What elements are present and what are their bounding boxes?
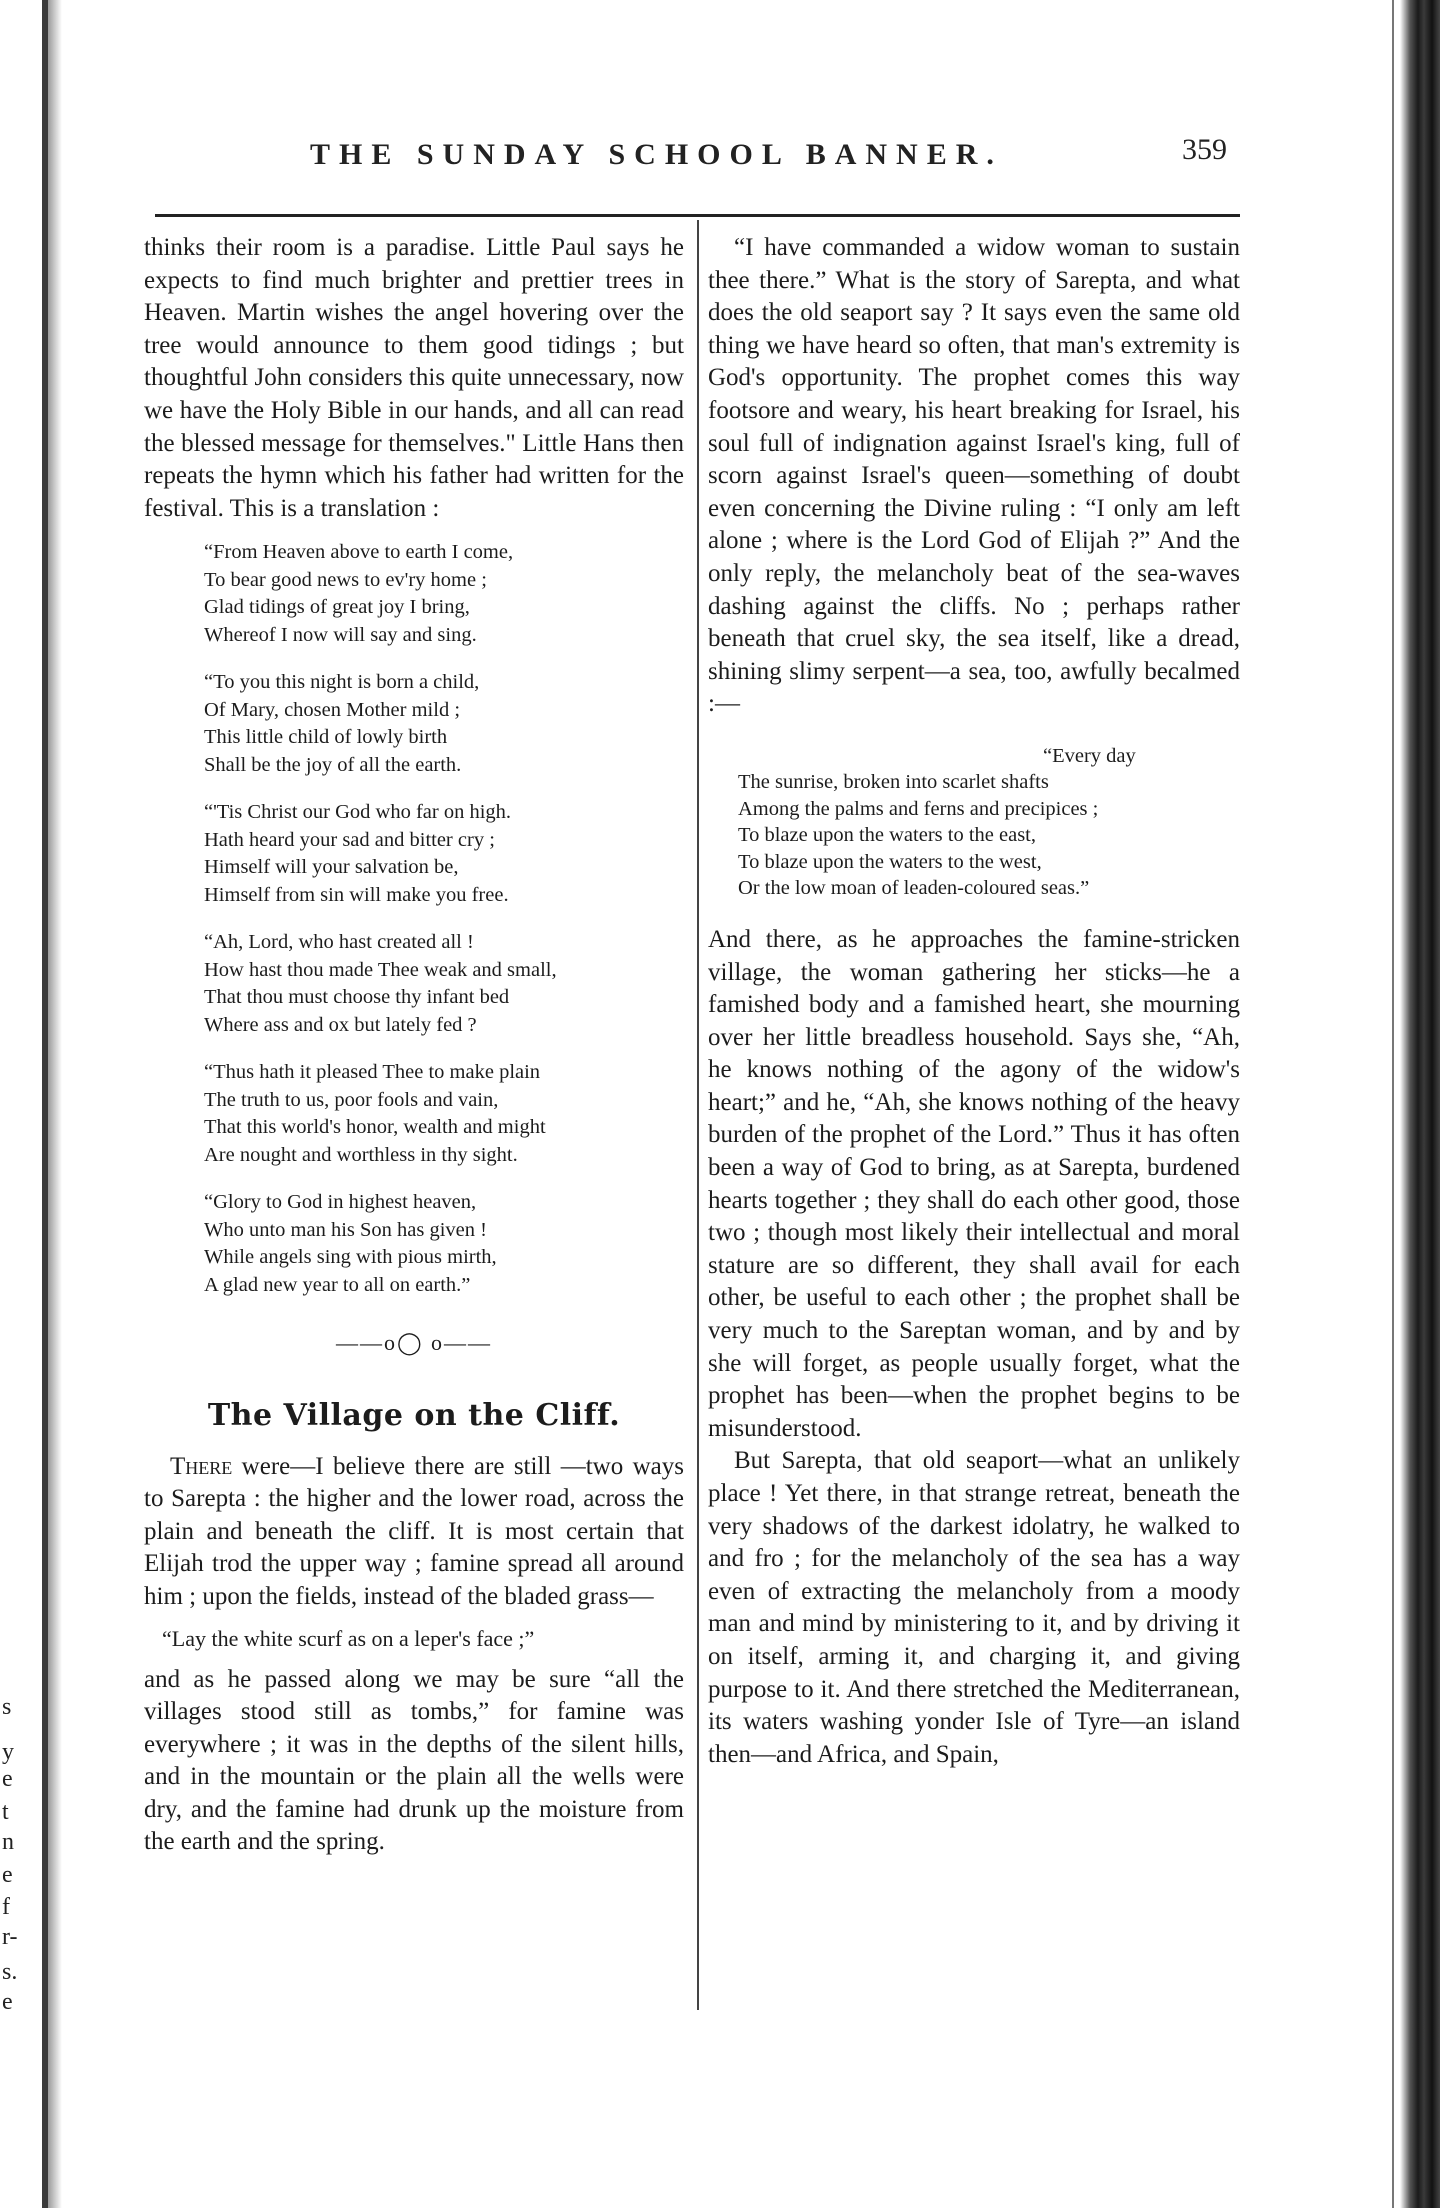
poem-line: To blaze upon the waters to the west,	[738, 850, 1042, 873]
left-column	[144, 232, 684, 1859]
poem-line: Among the palms and ferns and precipices ;	[738, 797, 1099, 820]
left-margin-fragment: f	[2, 1894, 10, 1920]
hymn-stanza	[204, 799, 684, 909]
hymn-line: The truth to us, poor fools and vain,	[204, 1088, 499, 1111]
hymn-stanza	[204, 1189, 684, 1299]
left-margin-fragment: s	[2, 1694, 12, 1720]
quoted-line: “Lay the white scurf as on a leper's face ;”	[162, 1625, 535, 1651]
section-paragraph	[144, 1451, 684, 1614]
section-ornament: ——o◯ o——	[335, 1330, 493, 1356]
hymn-line: “To you this night is born a child,	[204, 671, 480, 694]
right-page-line	[1392, 0, 1394, 2208]
hymn-line: Whereof I now will say and sing.	[204, 623, 477, 646]
left-margin-fragment: r-	[2, 1924, 18, 1950]
column-rule	[697, 220, 699, 2010]
running-header: THE SUNDAY SCHOOL BANNER.	[310, 138, 1003, 171]
hymn-line: To bear good news to ev'ry home ;	[204, 568, 487, 591]
hymn-line: How hast thou made Thee weak and small,	[204, 958, 557, 981]
drop-word: There	[170, 1452, 233, 1480]
page-number: 359	[1182, 133, 1227, 166]
poem-line: Or the low moan of leaden-coloured seas.”	[738, 877, 1090, 900]
right-column	[708, 232, 1240, 1771]
book-binding-edge	[1400, 0, 1440, 2208]
hymn-line: Who unto man his Son has given !	[204, 1218, 487, 1241]
section-paragraph-text: were—I believe there are still —two ways to Sarepta : the higher and the lower road, across the plain and beneath the cliff. It is most certain that Elijah trod the upper way ; famine spread all around him ; upon the fields, instead of the bladed grass—	[144, 1452, 684, 1610]
left-page-edge	[0, 0, 48, 2208]
hymn-line: “Glory to God in highest heaven,	[204, 1191, 477, 1214]
hymn-line: “Thus hath it pleased Thee to make plain	[204, 1061, 541, 1084]
sea-poem	[738, 743, 1240, 902]
hymn-stanza	[204, 1059, 684, 1169]
poem-line: To blaze upon the waters to the east,	[738, 824, 1036, 847]
poem-line: “Every day	[1043, 744, 1136, 767]
hymn-line: Himself will your salvation be,	[204, 856, 459, 879]
hymn-line: Are nought and worthless in thy sight.	[204, 1143, 518, 1166]
left-margin-fragment: e	[2, 1862, 13, 1888]
hymn-stanza	[204, 539, 684, 649]
section-paragraph-continued: and as he passed along we may be sure “all the villages stood still as tombs,” for famine was everywhere ; it was in the depths of the silent hills, and in the mountain or the plain all the wells were dry, and the famine had drunk up the moisture from the earth and the spring.	[144, 1665, 684, 1856]
hymn-line: Glad tidings of great joy I bring,	[204, 596, 470, 619]
left-margin-fragment: y	[2, 1739, 14, 1765]
hymn-line: That thou must choose thy infant bed	[204, 986, 510, 1009]
left-margin-fragment: n	[2, 1829, 14, 1855]
hymn-line: A glad new year to all on earth.”	[204, 1273, 471, 1296]
section-title: The Village on the Cliff.	[207, 1397, 621, 1433]
hymn-line: “Ah, Lord, who hast created all !	[204, 931, 474, 954]
hymn-stanza	[204, 929, 684, 1039]
left-margin-fragment: e	[2, 1989, 13, 2015]
hymn-line: Shall be the joy of all the earth.	[204, 753, 462, 776]
page-gutter-shadow	[48, 0, 62, 2208]
hymn-line: Of Mary, chosen Mother mild ;	[204, 698, 461, 721]
opening-paragraph: thinks their room is a paradise. Little Paul says he expects to find much brighter and prettier trees in Heaven. Martin wishes the angel hovering over the tree would announce to them good tidings ; but thoughtful John considers this quite unnecessary, now we have the Holy Bible in our hands, and all can read the blessed message for themselves." Little Hans then repeats the hymn which his father had written for the festival. This is a translation :	[144, 234, 684, 522]
hymn-line: This little child of lowly birth	[204, 726, 448, 749]
left-margin-fragment: t	[2, 1799, 9, 1825]
right-paragraph-1: “I have commanded a widow woman to sustain thee there.” What is the story of Sarepta, and what does the old seaport say ? It says even the same old thing we have heard so often, that man's extremity is God's opportunity. The prophet comes this way footsore and weary, his heart breaking for Israel, his soul full of indignation against Israel's king, full of scorn against Israel's queen—something of doubt even concerning the Divine ruling : “I only am left alone ; where is the Lord God of Elijah ?” And the only reply, the melancholy beat of the sea-waves dashing against the cliffs. No ; perhaps rather beneath that cruel sky, the sea itself, like a dread, shining slimy serpent—a sea, too, awfully becalmed :—	[708, 234, 1240, 718]
hymn-stanza	[204, 669, 684, 779]
left-margin-fragment: s.	[2, 1959, 18, 1985]
christmas-hymn	[204, 539, 684, 1299]
header-rule	[155, 214, 1240, 217]
poem-line: The sunrise, broken into scarlet shafts	[738, 771, 1049, 794]
hymn-line: While angels sing with pious mirth,	[204, 1246, 497, 1269]
hymn-line: Himself from sin will make you free.	[204, 883, 509, 906]
hymn-line: Where ass and ox but lately fed ?	[204, 1013, 477, 1036]
hymn-line: That this world's honor, wealth and might	[204, 1116, 546, 1139]
hymn-line: “From Heaven above to earth I come,	[204, 541, 514, 564]
left-margin-fragment: e	[2, 1766, 13, 1792]
right-paragraph-3: But Sarepta, that old seaport—what an unlikely place ! Yet there, in that strange retreat, beneath the very shadows of the darkest idolatry, he walked to and fro ; for the melancholy of the sea has a way even of extracting the melancholy from a moody man and mind by ministering to it, and by driving it on itself, arming it, and charging it, and giving purpose to it. And there stretched the Mediterranean, its waters washing yonder Isle of Tyre—an island then—and Africa, and Spain,	[708, 1447, 1240, 1768]
hymn-line: “'Tis Christ our God who far on high.	[204, 801, 512, 824]
right-paragraph-2: And there, as he approaches the famine-stricken village, the woman gathering her sticks—he a famished body and a famished heart, she mourning over her little breadless household. Says she, “Ah, he knows nothing of the agony of the widow's heart;” and he, “Ah, she knows nothing of the heavy burden of the prophet of the Lord.” Thus it has often been a way of God to bring, as at Sarepta, burdened hearts together ; they shall do each other good, those two ; though most likely their intellectual and moral stature are so different, they shall avail for each other, be useful to each other ; the prophet shall be very much to the Sareptan woman, and by and by she will forget, as people usually forget, what the prophet has been—when the prophet begins to be misunderstood.	[708, 925, 1240, 1442]
hymn-line: Hath heard your sad and bitter cry ;	[204, 828, 495, 851]
